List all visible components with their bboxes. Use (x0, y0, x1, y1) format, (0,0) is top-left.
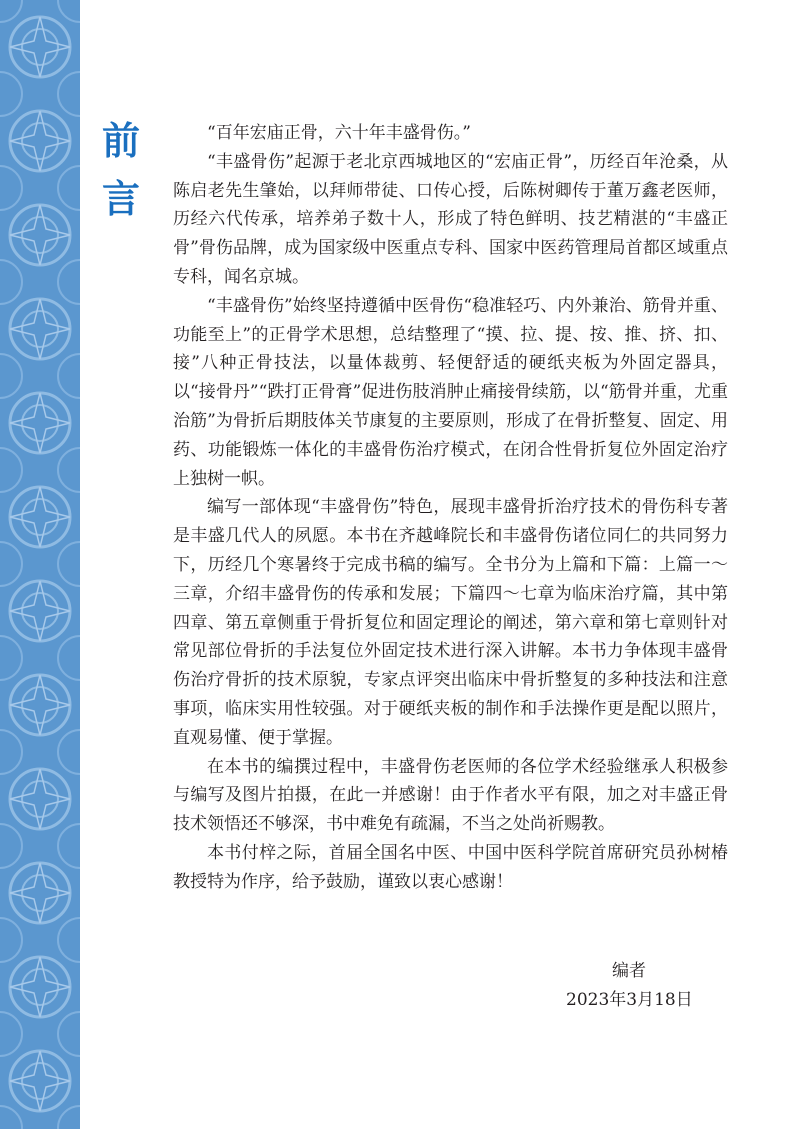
decorative-side-band (0, 0, 80, 1129)
signature-author: 编者 (612, 961, 646, 981)
paragraph: “丰盛骨伤”起源于老北京西城地区的“宏庙正骨”，历经百年沧桑，从陈启老先生肇始，以拜师带徒、口传心授，后陈树卿传于董万鑫老医师，历经六代传承，培养弟子数十人，形成了特色鲜明、技艺精湛的“丰盛正骨”骨伤品牌，成为国家级中医重点专科、国家中医药管理局首都区域重点专科，闻名京城。 (173, 151, 728, 287)
paragraph: 编写一部体现“丰盛骨伤”特色，展现丰盛骨折治疗技术的骨伤科专著是丰盛几代人的夙愿。本书在齐越峰院长和丰盛骨伤诸位同仁的共同努力下，历经几个寒暑终于完成书稿的编写。全书分为上篇和下篇：上篇一～三章，介绍丰盛骨伤的传承和发展；下篇四～七章为临床治疗篇，其中第四章、第五章侧重于骨折复位和固定理论的阐述，第六章和第七章则针对常见部位骨折的手法复位外固定技术进行深入讲解。本书力争体现丰盛骨伤治疗骨折的技术原貌，专家点评突出临床中骨折整复的多种技法和注意事项，临床实用性较强。对于硬纸夹板的制作和手法操作更是配以照片，直观易懂、便于掌握。 (173, 497, 728, 748)
paragraph: 在本书的编撰过程中，丰盛骨伤老医师的各位学术经验继承人积极参与编写及图片拍摄，在此一并感谢！由于作者水平有限，加之对丰盛正骨技术领悟还不够深，书中难免有疏漏，不当之处尚祈赐教。 (173, 756, 728, 835)
paragraph: “丰盛骨伤”始终坚持遵循中医骨伤“稳准轻巧、内外兼治、筋骨并重、功能至上”的正骨学术思想，总结整理了“摸、拉、提、按、推、挤、扣、接”八种正骨技法，以量体裁剪、轻便舒适的硬纸夹板为外固定器具，以“接骨丹”“跌打正骨膏”促进伤肢消肿止痛接骨续筋，以“筋骨并重，尤重治筋”为骨折后期肢体关节康复的主要原则，形成了在骨折整复、固定、用药、功能锻炼一体化的丰盛骨伤治疗模式，在闭合性骨折复位外固定治疗上独树一帜。 (173, 295, 728, 489)
lattice-pattern-icon (0, 0, 80, 1129)
heading-char-1: 前 (102, 119, 141, 163)
heading-char-2: 言 (102, 177, 141, 221)
paragraph: “百年宏庙正骨，六十年丰盛骨伤。” (207, 123, 471, 143)
paragraph: 本书付梓之际，首届全国名中医、中国中医科学院首席研究员孙树椿教授特为作序，给予鼓励，谨致以衷心感谢！ (173, 842, 728, 892)
section-heading (102, 119, 148, 238)
preface-body (173, 119, 728, 897)
signature-date: 2023年3月18日 (566, 990, 693, 1010)
